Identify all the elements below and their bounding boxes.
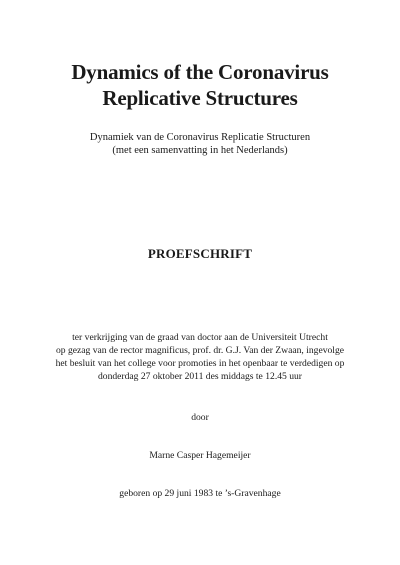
thesis-title-line-1: Dynamics of the Coronavirus [71,60,329,84]
author-name: Marne Casper Hagemeijer [149,450,251,461]
dutch-title-line-2: (met een samenvatting in het Nederlands) [112,145,288,156]
statement-line-1: ter verkrijging van de graad van doctor aan de Universiteit Utrecht [72,332,328,343]
dutch-title-line-1: Dynamiek van de Coronavirus Replicatie Structuren [89,132,311,143]
statement-line-2: op gezag van de rector magnificus, prof. dr. G.J. Van der Zwaan, ingevolge [55,345,345,356]
by-label: door [191,412,209,423]
document-type-heading: PROEFSCHRIFT [147,246,253,261]
thesis-title-line-2: Replicative Structures [102,86,298,110]
birth-info: geboren op 29 juni 1983 te ’s-Gravenhage [119,488,281,499]
statement-line-4: donderdag 27 oktober 2011 des middags te 12.45 uur [97,371,302,382]
statement-line-3: het besluit van het college voor promoties in het openbaar te verdedigen op [55,358,345,369]
